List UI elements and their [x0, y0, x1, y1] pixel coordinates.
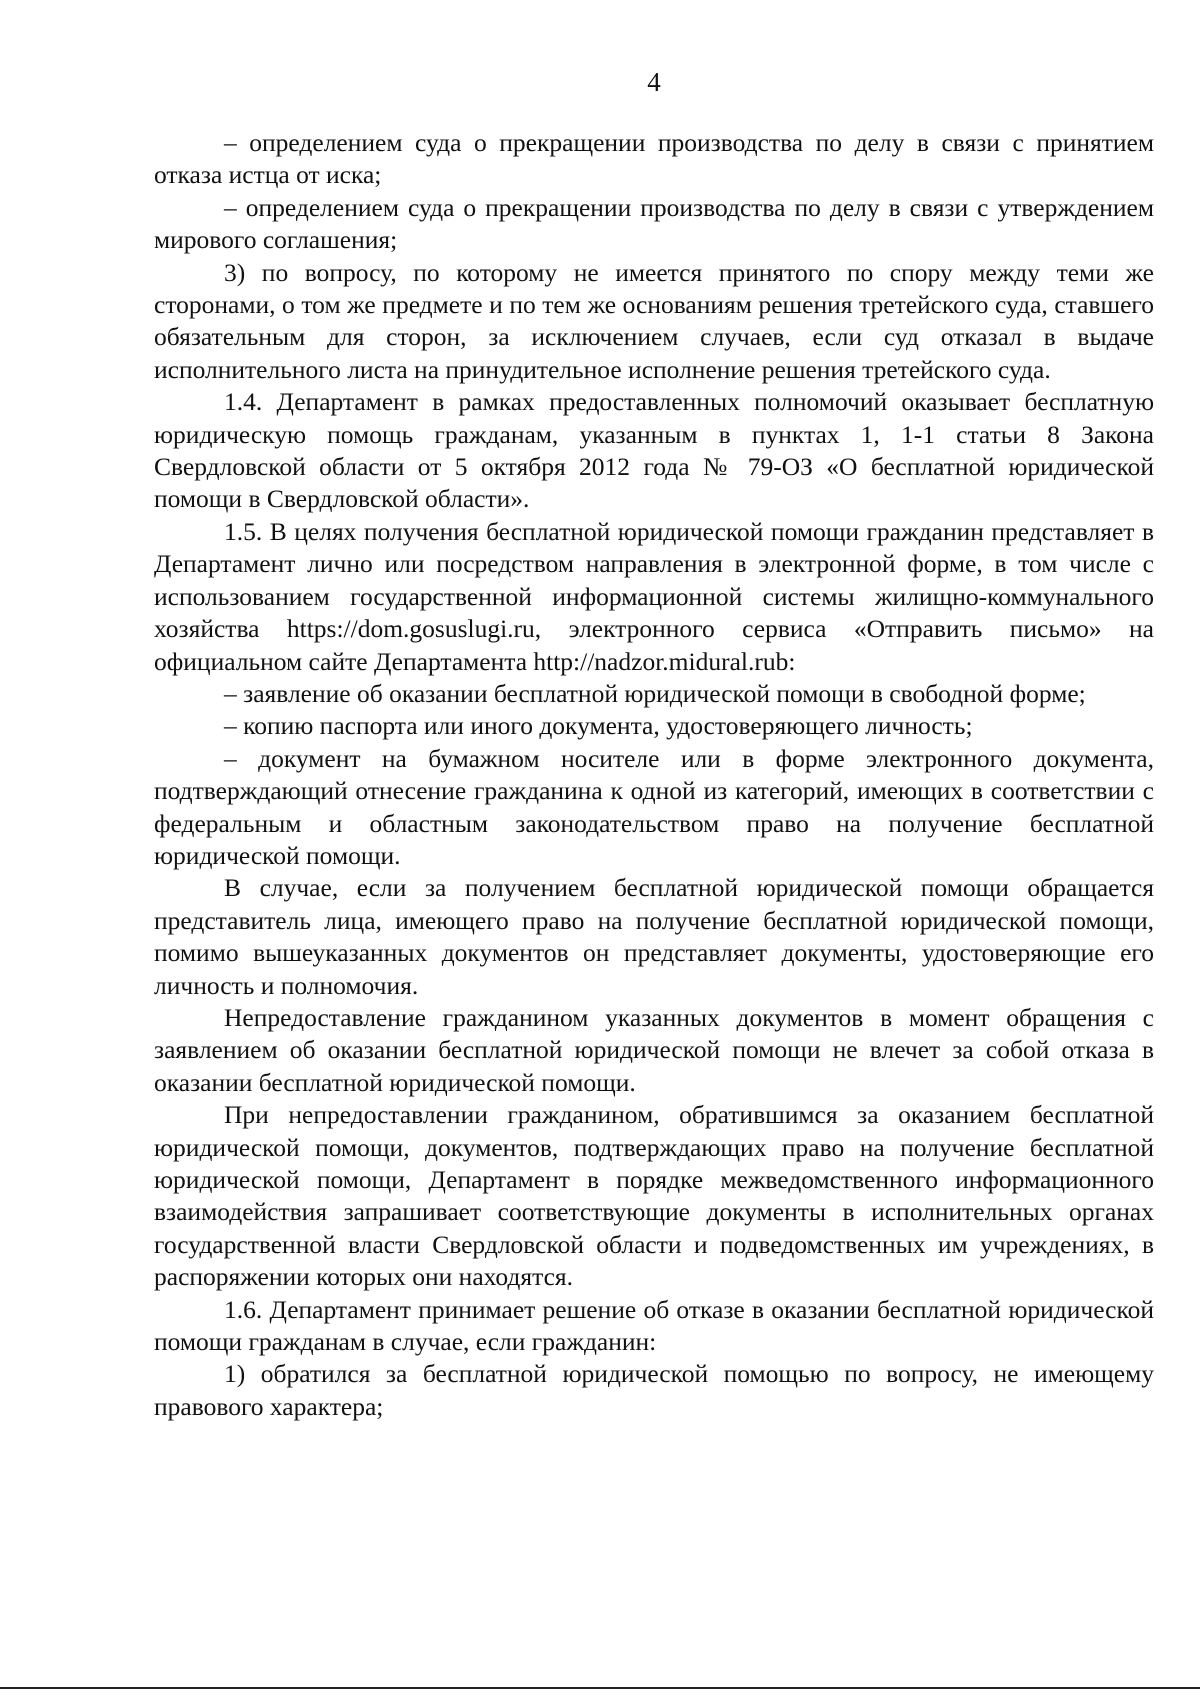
paragraph-section-1-5: 1.5. В целях получения бесплатной юридической помощи гражданин представляет в Департамент лично или посредством направления в электронной форме, в том числе с использованием государственной информационной системы жилищно-коммунального хозяйства https://dom.gosuslugi.ru, электронного сервиса «Отправить письмо» на официальном сайте Департамента http://nadzor.midural.rub:	[154, 516, 1154, 676]
paragraph-section-1-6: 1.6. Департамент принимает решение об отказе в оказании бесплатной юридической помощи гражданам в случае, если гражданин:	[154, 1294, 1154, 1357]
paragraph-application-item: – заявление об оказании бесплатной юридической помощи в свободной форме;	[224, 678, 1086, 708]
paragraph-item-3-arbitration: 3) по вопросу, по которому не имеется принятого по спору между теми же сторонами, о том же предмете и по тем же основаниям решения третейского суда, ставшего обязательным для сторон, за исключением случаев, если суд отказал в выдаче исполнительного листа на принудительное исполнение решения третейского суда.	[154, 257, 1154, 384]
paragraph-representative: В случае, если за получением бесплатной юридической помощи обращается представитель лица, имеющего право на получение бесплатной юридической помощи, помимо вышеуказанных документов он представляет документы, удостоверяющие его личность и полномочия.	[154, 873, 1154, 1000]
paragraph-eligibility-document-item: – документ на бумажном носителе или в форме электронного документа, подтверждающий отнесение гражданина к одной из категорий, имеющих в соответствии с федеральным и областным законодательством право на получение бесплатной юридической помощи.	[154, 743, 1154, 870]
paragraph-court-ruling-claim-waiver: – определением суда о прекращении производства по делу в связи с принятием отказа истца от иска;	[154, 128, 1154, 190]
paragraph-section-1-4: 1.4. Департамент в рамках предоставленных полномочий оказывает бесплатную юридическую помощь гражданам, указанным в пунктах 1, 1-1 статьи 8 Закона Свердловской области от 5 октября 2012 года № 79-ОЗ «О бесплатной юридической помощи в Свердловской области».	[154, 387, 1154, 514]
page-number: 4	[647, 67, 661, 97]
bottom-rule	[0, 1687, 1200, 1689]
paragraph-refusal-item-1: 1) обратился за бесплатной юридической помощью по вопросу, не имеющему правового характера;	[154, 1359, 1154, 1421]
paragraph-non-submission: Непредоставление гражданином указанных документов в момент обращения с заявлением об оказании бесплатной юридической помощи не влечет за собой отказа в оказании бесплатной юридической помощи.	[154, 1002, 1154, 1097]
paragraph-passport-copy-item: – копию паспорта или иного документа, удостоверяющего личность;	[224, 711, 973, 741]
paragraph-interagency-request: При непредоставлении гражданином, обратившимся за оказанием бесплатной юридической помощи, документов, подтверждающих право на получение бесплатной юридической помощи, Департамент в порядке межведомственного информационного взаимодействия запрашивает соответствующие документы в исполнительных органах государственной власти Свердловской области и подведомственных им учреждениях, в распоряжении которых они находятся.	[154, 1100, 1154, 1292]
paragraph-court-ruling-settlement: – определением суда о прекращении производства по делу в связи с утверждением мирового соглашения;	[154, 192, 1154, 255]
document-body	[154, 127, 1154, 1423]
